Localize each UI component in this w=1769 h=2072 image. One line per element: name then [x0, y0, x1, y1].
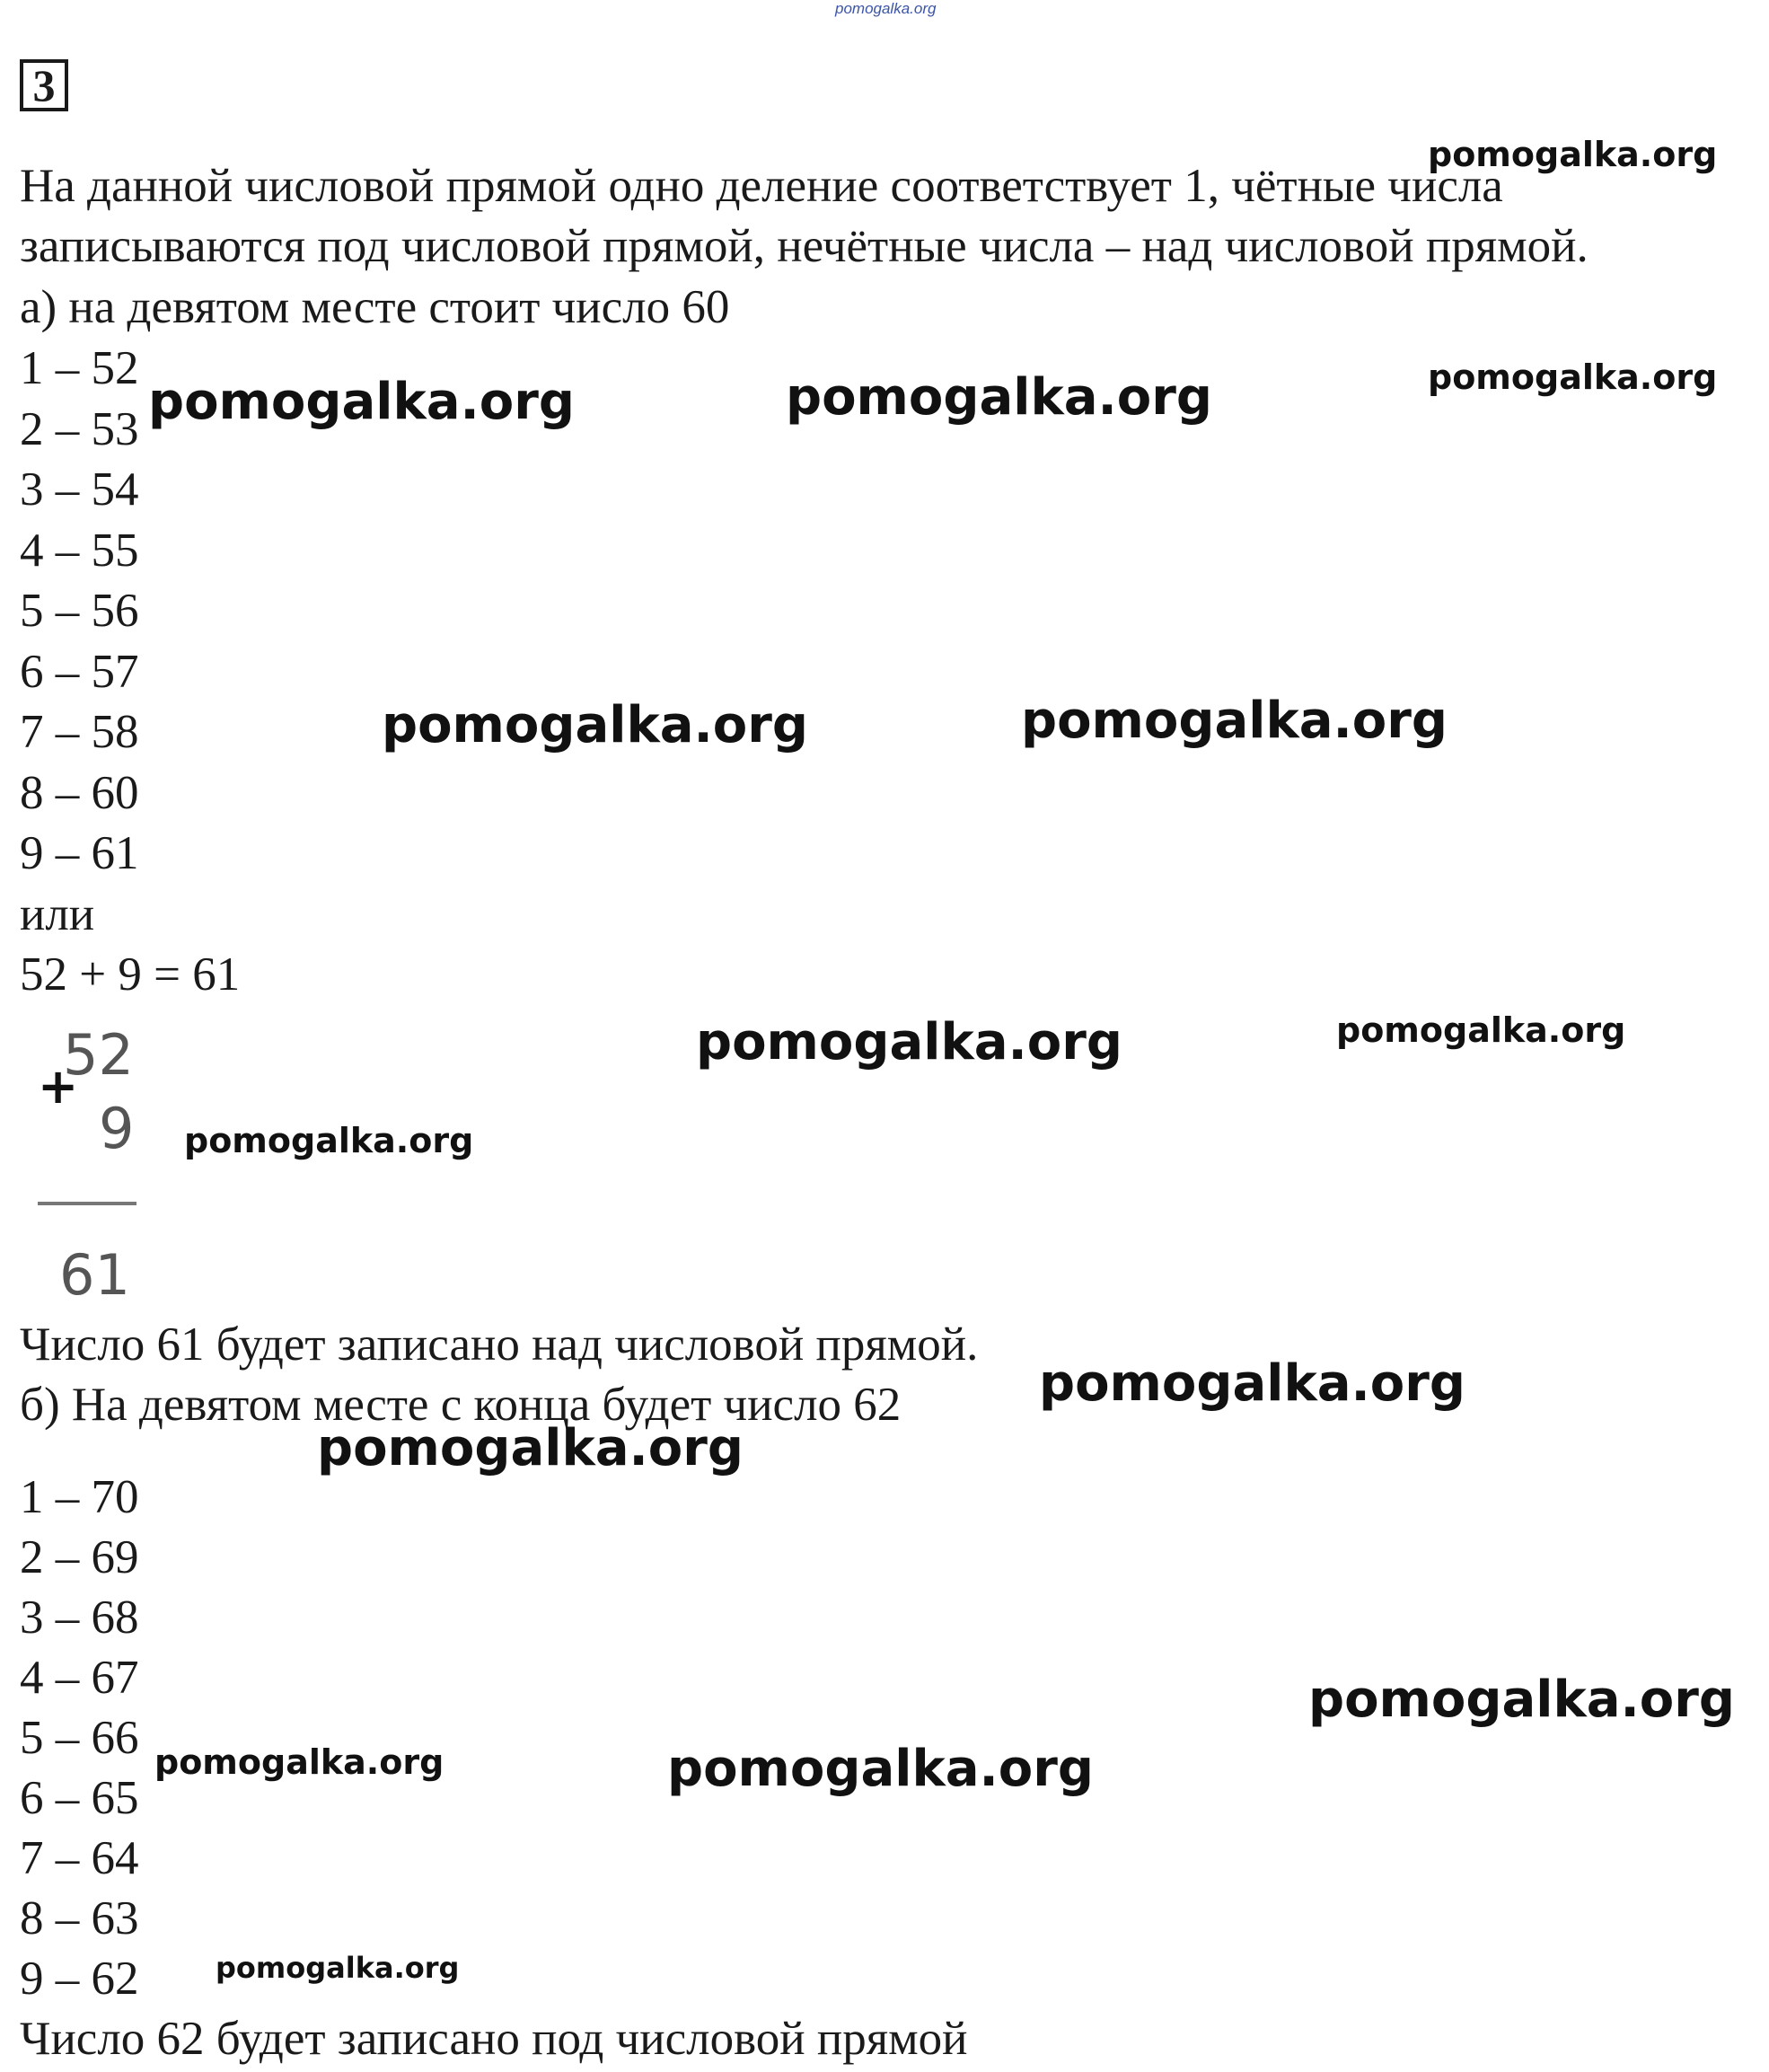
part-a-step: 8 – 60	[20, 767, 139, 819]
watermark: pomogalka.org	[154, 1742, 444, 1782]
task-number-box: 3	[20, 59, 68, 111]
part-a-step: 3 – 54	[20, 463, 139, 516]
plus-sign: +	[38, 1058, 79, 1115]
part-b-step: 1 – 70	[20, 1471, 139, 1523]
part-b-step: 2 – 69	[20, 1531, 139, 1583]
part-b-step: 7 – 64	[20, 1832, 139, 1884]
part-a-heading: а) на девятом месте стоит число 60	[20, 281, 730, 333]
part-a-conclusion: Число 61 будет записано над числовой прямой.	[20, 1318, 979, 1371]
part-b-step: 5 – 66	[20, 1712, 139, 1764]
part-b-step: 8 – 63	[20, 1892, 139, 1944]
part-b-step: 9 – 62	[20, 1953, 139, 2005]
part-a-step: 4 – 55	[20, 525, 139, 577]
part-a-step: 6 – 57	[20, 646, 139, 698]
watermark: pomogalka.org	[382, 696, 808, 754]
part-b-step: 4 – 67	[20, 1652, 139, 1704]
intro-line-1: На данной числовой прямой одно деление соответствует 1, чётные числа	[20, 160, 1503, 212]
part-a-step: 7 – 58	[20, 706, 139, 758]
watermark: pomogalka.org	[696, 1013, 1122, 1071]
part-a-step: 5 – 56	[20, 585, 139, 637]
watermark: pomogalka.org	[1308, 1671, 1735, 1729]
part-b-step: 3 – 68	[20, 1591, 139, 1644]
sum-line	[38, 1202, 136, 1205]
or-label: или	[20, 888, 95, 940]
sum-result: 61	[59, 1242, 130, 1308]
addend-1: 52	[63, 1022, 134, 1088]
intro-line-2: записываются под числовой прямой, нечётные числа – над числовой прямой.	[20, 220, 1589, 272]
watermark: pomogalka.org	[1021, 692, 1448, 750]
watermark: pomogalka.org	[1428, 135, 1718, 174]
addend-2: 9	[99, 1096, 135, 1161]
part-b-conclusion: Число 62 будет записано под числовой прямой	[20, 2013, 968, 2065]
equation: 52 + 9 = 61	[20, 948, 241, 1001]
watermark: pomogalka.org	[216, 1951, 460, 1985]
part-b-heading: б) На девятом месте с конца будет число 62	[20, 1379, 902, 1431]
part-a-step: 2 – 53	[20, 403, 139, 455]
watermark: pomogalka.org	[1336, 1010, 1626, 1050]
top-watermark: pomogalka.org	[835, 0, 937, 17]
column-addition	[27, 1024, 171, 1311]
watermark: pomogalka.org	[786, 368, 1212, 427]
watermark: pomogalka.org	[317, 1419, 744, 1477]
watermark: pomogalka.org	[148, 373, 575, 431]
watermark: pomogalka.org	[1428, 357, 1718, 397]
part-a-step: 9 – 61	[20, 827, 139, 879]
watermark: pomogalka.org	[667, 1740, 1094, 1798]
watermark: pomogalka.org	[184, 1121, 474, 1160]
part-b-step: 6 – 65	[20, 1772, 139, 1824]
watermark: pomogalka.org	[1039, 1354, 1465, 1413]
part-a-step: 1 – 52	[20, 342, 139, 394]
